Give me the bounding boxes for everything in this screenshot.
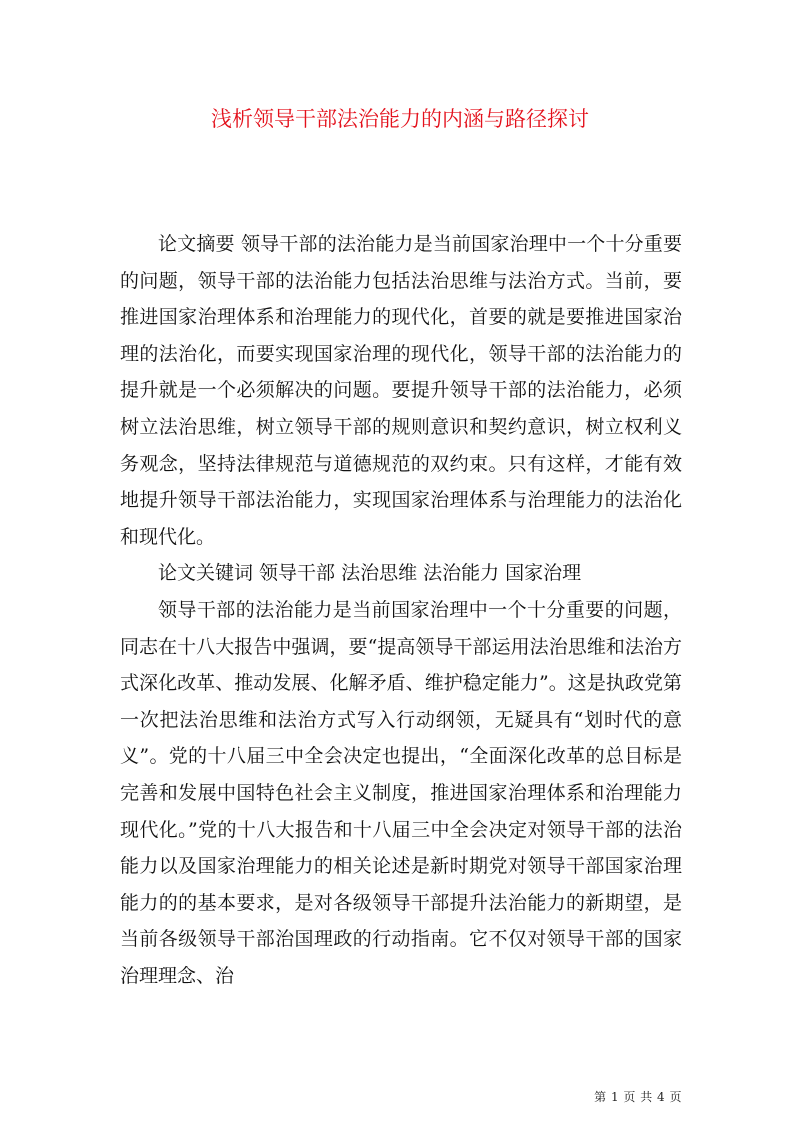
document-body xyxy=(120,226,682,994)
body-paragraph: 领导干部的法治能力是当前国家治理中一个十分重要的问题，同志在十八大报告中强调，要“提高领导干部运用法治思维和法治方式深化改革、推动发展、化解矛盾、维护稳定能力”。这是执政党第一次把法治思维和法治方式写入行动纲领，无疑具有“划时代的意义”。党的十八届三中全会决定也提出，“全面深化改革的总目标是完善和发展中国特色社会主义制度，推进国家治理体系和治理能力现代化。”党的十八大报告和十八届三中全会决定对领导干部的法治能力以及国家治理能力的相关论述是新时期党对领导干部国家治理能力的的基本要求，是对各级领导干部提升法治能力的新期望，是当前各级领导干部治国理政的行动指南。它不仅对领导干部的国家治理理念、治 xyxy=(120,598,682,987)
page-number-footer: 第 1 页 共 4 页 xyxy=(594,1090,682,1104)
keywords-paragraph: 论文关键词 领导干部 法治思维 法治能力 国家治理 xyxy=(158,562,582,585)
document-title: 浅析领导干部法治能力的内涵与路径探讨 xyxy=(211,107,589,131)
abstract-paragraph: 论文摘要 领导干部的法治能力是当前国家治理中一个十分重要的问题，领导干部的法治能力包括法治思维与法治方式。当前，要推进国家治理体系和治理能力的现代化，首要的就是要推进国家治理的法治化，而要实现国家治理的现代化，领导干部的法治能力的提升就是一个必须解决的问题。要提升领导干部的法治能力，必须树立法治思维，树立领导干部的规则意识和契约意识，树立权利义务观念，坚持法律规范与道德规范的双约束。只有这样，才能有效地提升领导干部法治能力，实现国家治理体系与治理能力的法治化和现代化。 xyxy=(120,233,682,548)
